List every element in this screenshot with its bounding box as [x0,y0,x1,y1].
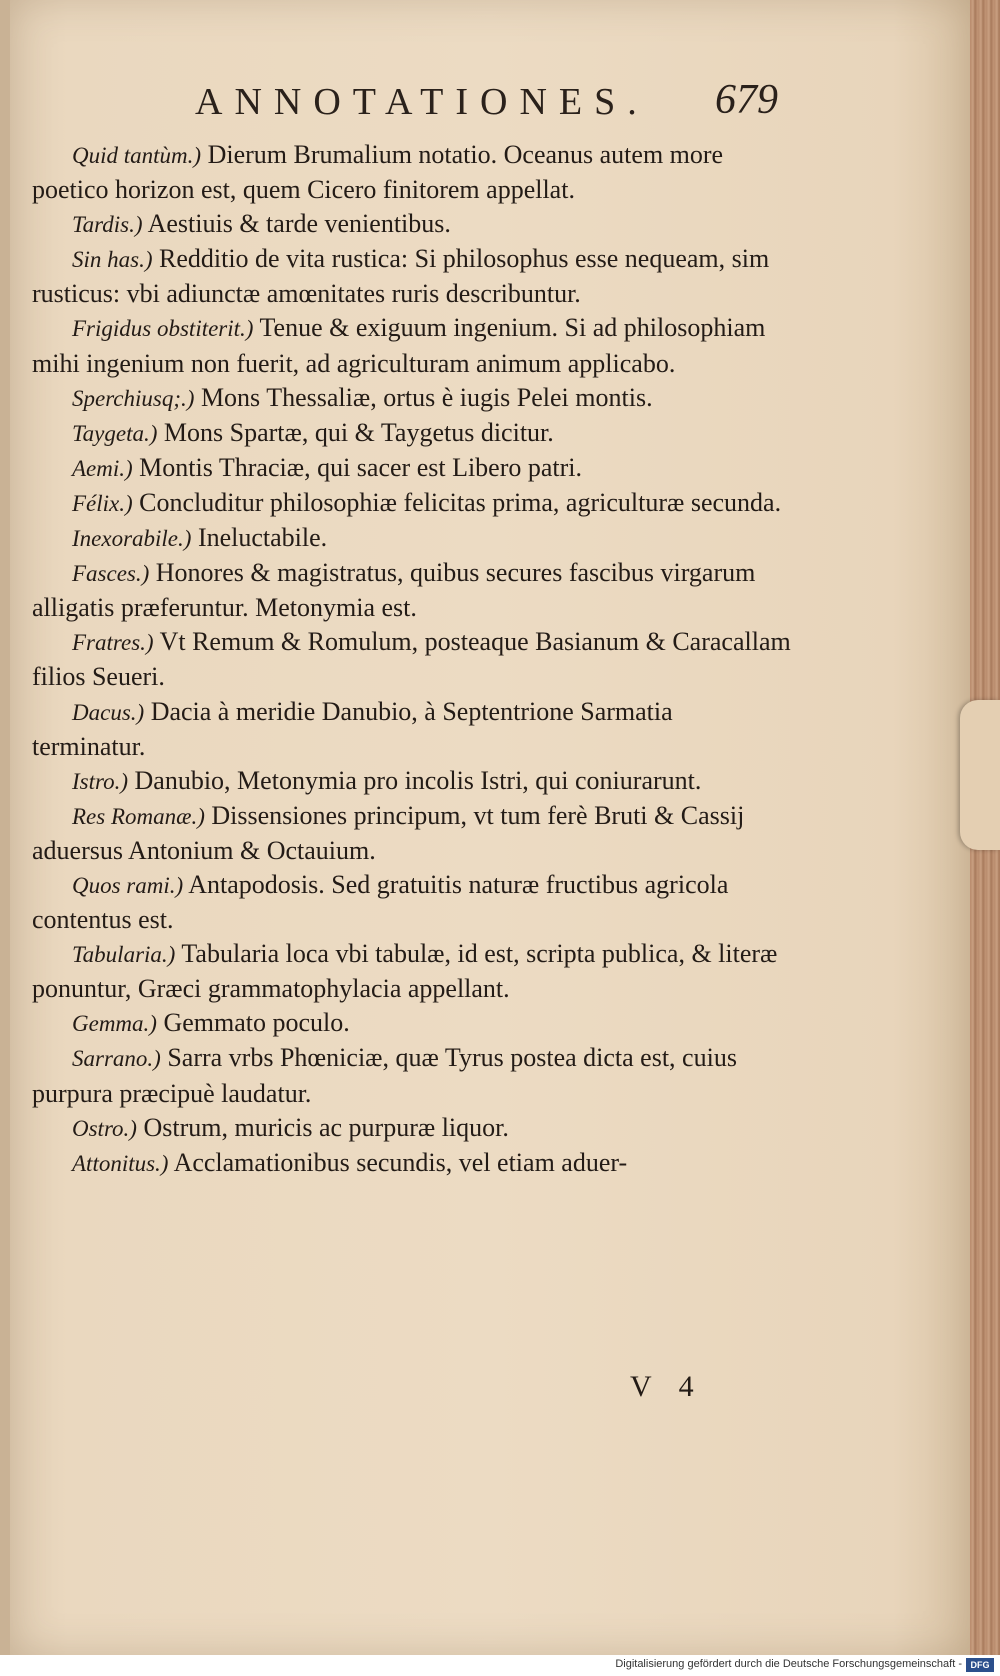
annotation-lemma: Frigidus obstiterit.) [72,316,254,342]
annotation-gloss: Sarra vrbs Phœniciæ, quæ Tyrus postea dicta est, cuius purpura præcipuè laudatur. [32,1043,737,1108]
annotation-lemma: Sarrano.) [72,1046,161,1072]
annotation-gloss: Tabularia loca vbi tabulæ, id est, scripta publica, & literæ ponuntur, Græci grammatophylacia appellant. [32,939,778,1004]
annotation-entry [32,1041,792,1110]
annotation-lemma: Tardis.) [72,212,143,238]
annotation-gloss: Honores & magistratus, quibus secures fascibus virgarum alligatis præferuntur. Metonymia est. [32,558,756,623]
running-head: ANNOTATIONES. [195,81,649,123]
annotation-gloss: Antapodosis. Sed gratuitis naturæ fructibus agricola contentus est. [32,869,729,935]
annotation-gloss: Aestiuis & tarde venientibus. [147,209,451,239]
annotation-lemma: Istro.) [72,768,129,794]
annotation-gloss: Mons Thessaliæ, ortus è iugis Pelei montis. [200,382,653,412]
annotation-entry [32,556,792,625]
funding-credit: Digitalisierung gefördert durch die Deutsche Forschungsgemeinschaft - [615,1658,962,1670]
annotation-gloss: Acclamationibus secundis, vel etiam aduer- [173,1147,628,1177]
annotation-entry [32,242,792,311]
annotation-lemma: Quos rami.) [72,872,184,898]
annotation-lemma: Attonitus.) [72,1150,169,1176]
annotation-entry [32,381,792,416]
page-number: 679 [715,77,778,123]
annotation-lemma: Gemma.) [72,1011,157,1037]
annotation-gloss: Ineluctabile. [197,523,328,553]
annotation-gloss: Gemmato poculo. [163,1008,350,1038]
page-header [10,77,970,140]
book-page [10,0,970,1655]
annotation-gloss: Dissensiones principum, vt tum ferè Bruti & Cassij aduersus Antonium & Octauium. [32,800,745,865]
annotation-lemma: Fasces.) [72,561,150,587]
annotation-entry [32,138,792,207]
annotation-entry [32,451,792,486]
annotation-entry [32,486,792,521]
annotation-lemma: Sperchiusq;.) [72,385,195,411]
digitization-footer [0,1655,1000,1676]
dfg-logo: DFG [966,1658,994,1672]
annotation-lemma: Sin has.) [72,247,153,273]
annotation-entry [32,937,792,1006]
annotation-gloss: Vt Remum & Romulum, posteaque Basianum & Caracallam filios Seueri. [32,627,791,692]
annotation-gloss: Ostrum, muricis ac purpuræ liquor. [143,1112,509,1142]
annotation-lemma: Taygeta.) [72,420,158,446]
annotation-gloss: Concluditur philosophiæ felicitas prima, agriculturæ secunda. [139,487,782,517]
annotation-lemma: Dacus.) [72,699,145,725]
annotation-entry [32,799,792,868]
annotation-lemma: Res Romanæ.) [72,803,205,829]
annotation-lemma: Aemi.) [72,455,133,481]
annotation-gloss: Mons Spartæ, qui & Taygetus dicitur. [163,417,554,447]
annotation-lemma: Ostro.) [72,1115,137,1141]
annotations-body [32,138,792,1181]
annotation-entry [32,625,792,694]
annotation-entry [32,311,792,380]
annotation-gloss: Redditio de vita rustica: Si philosophus esse nequeam, sim rusticus: vbi adiunctæ amœnitates ruris describuntur. [32,244,770,309]
annotation-entry [32,1006,792,1041]
annotation-gloss: Dierum Brumalium notatio. Oceanus autem more poetico horizon est, quem Cicero finitorem appellat. [32,140,724,205]
annotation-lemma: Tabularia.) [72,942,176,968]
annotation-entry [32,416,792,451]
annotation-entry [32,1111,792,1146]
annotation-lemma: Quid tantùm.) [72,143,202,168]
annotation-lemma: Félix.) [72,490,133,516]
annotation-lemma: Inexorabile.) [72,526,192,552]
annotation-entry [32,521,792,556]
annotation-entry [32,695,792,764]
annotation-entry [32,764,792,799]
page-tab [960,700,1000,850]
annotation-lemma: Fratres.) [72,630,154,656]
annotation-entry [32,1146,792,1181]
signature-mark: V 4 [630,1370,704,1403]
annotation-gloss: Dacia à meridie Danubio, à Septentrione Sarmatia terminatur. [32,696,673,761]
annotation-gloss: Tenue & exiguum ingenium. Si ad philosophiam mihi ingenium non fuerit, ad agriculturam animum applicabo. [32,313,766,378]
annotation-entry [32,207,792,242]
annotation-entry [32,868,792,937]
annotation-gloss: Montis Thraciæ, qui sacer est Libero patri. [139,452,583,482]
annotation-gloss: Danubio, Metonymia pro incolis Istri, qui coniurarunt. [134,765,702,795]
